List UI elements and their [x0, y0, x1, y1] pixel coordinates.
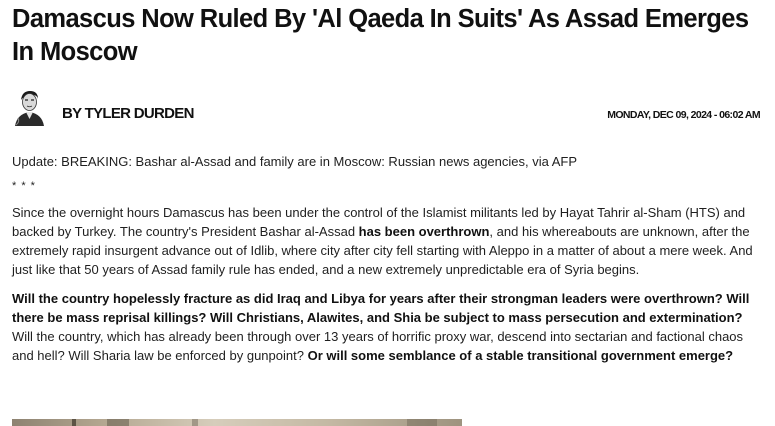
article-image	[12, 419, 462, 426]
author-name[interactable]: BY TYLER DURDEN	[62, 105, 194, 122]
image-detail	[407, 419, 437, 426]
paragraph-emphasis: Or will some semblance of a stable transitional government emerge?	[307, 348, 734, 363]
image-detail	[107, 419, 129, 426]
image-detail	[72, 419, 76, 426]
paragraph-emphasis: has been overthrown	[358, 224, 490, 239]
paragraph-text: , and his whereabouts are unknown, after the extremely rapid insurgent advance out of Idlib, where city after city fell starting with Aleppo in a matter of about a mere week. And just like that 50 years of Assad family rule has ended, and a new extremely unpredictable era of Syria begins.	[12, 224, 753, 277]
author-avatar-icon[interactable]	[12, 88, 46, 126]
byline	[12, 88, 760, 128]
publish-date: MONDAY, DEC 09, 2024 - 06:02 AM	[607, 109, 760, 121]
article-headline: Damascus Now Ruled By 'Al Qaeda In Suits' As Assad Emerges In Moscow	[12, 5, 749, 66]
article-body	[12, 152, 760, 365]
section-separator: * * *	[12, 180, 36, 192]
update-paragraph: Update: BREAKING: Bashar al-Assad and family are in Moscow: Russian news agencies, via AFP	[12, 154, 578, 169]
paragraph-text: Since the overnight hours Damascus has been under the control of the Islamist militants led by Hayat Tahrir al-Sham (HTS) and backed by Turkey. The country's President Bashar al-Assad	[12, 205, 746, 239]
image-detail	[192, 419, 198, 426]
paragraph-emphasis: Will the country hopelessly fracture as did Iraq and Libya for years after their strongman leaders were overthrown? Will there be mass reprisal killings? Will Christians, Alawites, and Shia be subject to mass persecution and extermination?	[12, 291, 750, 325]
paragraph-text: Will the country, which has already been through over 13 years of horrific proxy war, descend into sectarian and factional chaos and hell? Will Sharia law be enforced by gunpoint?	[12, 329, 744, 363]
questions-paragraph	[12, 289, 760, 365]
body-paragraph	[12, 203, 760, 279]
